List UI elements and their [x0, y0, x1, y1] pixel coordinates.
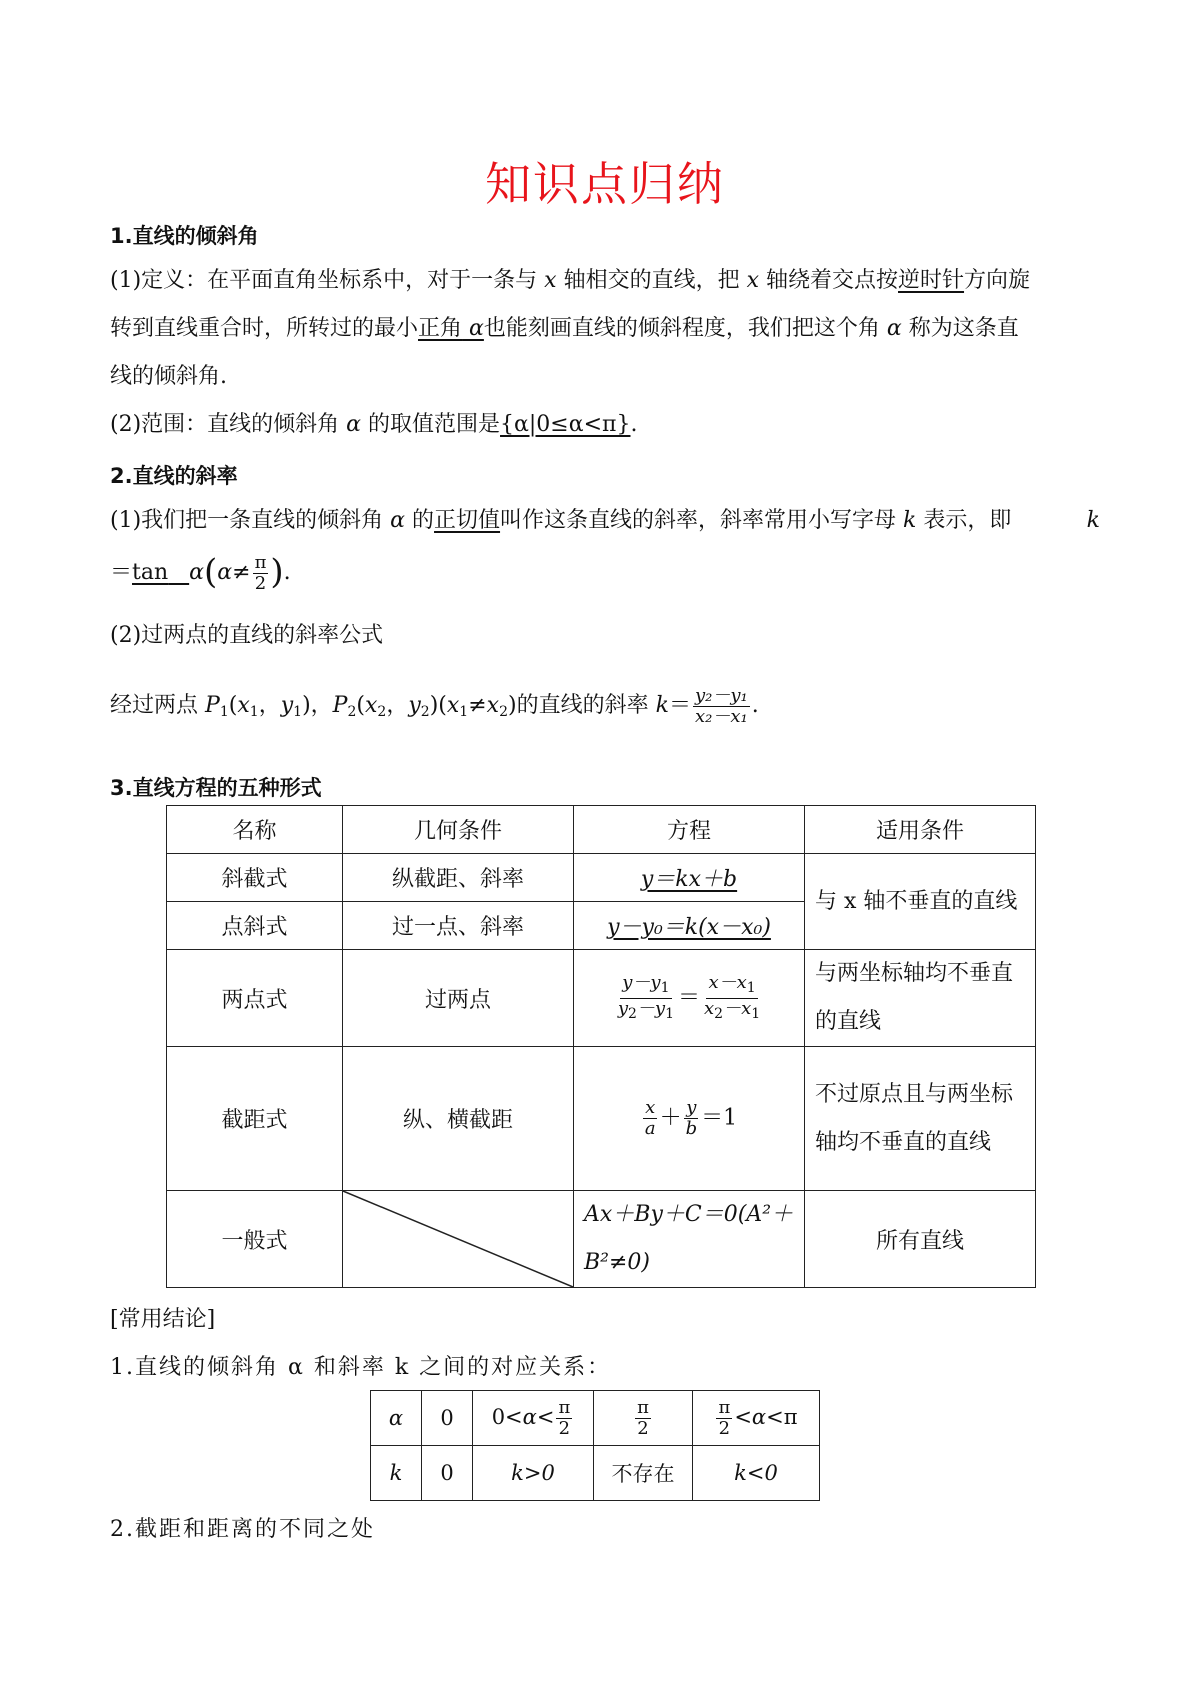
row-name: 斜截式 [167, 854, 343, 902]
row-equation: Ax＋By＋C＝0(A²＋B²≠0) [574, 1191, 805, 1288]
section-heading-slope: 2.直线的斜率 [110, 464, 238, 488]
row-name: 截距式 [167, 1047, 343, 1191]
definition-line-1: (1)定义：在平面直角坐标系中，对于一条与 x 轴相交的直线，把 x 轴绕着交点按逆时针方向旋 [110, 268, 1031, 293]
row-condition: 纵截距、斜率 [343, 854, 574, 902]
definition-line-2: 转到直线重合时，所转过的最小正角 α也能刻画直线的倾斜程度，我们把这个角 α 称为这条直 [110, 316, 1019, 341]
row-condition: 过一点、斜率 [343, 902, 574, 950]
row-equation: $\frac{y-y_1}{y_2-y_1}$ ＝ $\frac{x-x_1}{x_2-x_1}$ [574, 950, 805, 1047]
conclusion-1: 1.直线的倾斜角 α 和斜率 k 之间的对应关系： [110, 1355, 612, 1380]
row-name: 点斜式 [167, 902, 343, 950]
slope-definition-line-2: ＝tan α(α≠ $\frac{\pi}{2}$ ). [110, 551, 291, 594]
cell: k<0 [693, 1446, 820, 1501]
cell: k [371, 1446, 422, 1501]
cell: k>0 [473, 1446, 594, 1501]
section-heading-five-forms: 3.直线方程的五种形式 [110, 776, 322, 800]
page-title: 知识点归纳 [485, 157, 725, 211]
cell: 0 [422, 1391, 473, 1446]
cell: $\frac{\pi}{2}$ [594, 1391, 693, 1446]
header-geometry: 几何条件 [343, 806, 574, 854]
header-applicability: 适用条件 [805, 806, 1036, 854]
line-equation-forms-table [166, 805, 1036, 1288]
row-applicability: 与 x 轴不垂直的直线 [805, 854, 1036, 950]
cell: 不存在 [594, 1446, 693, 1501]
row-name: 一般式 [167, 1191, 343, 1288]
range-line: (2)范围：直线的倾斜角 α 的取值范围是{α|0≤α<π}. [110, 412, 638, 437]
conclusion-2: 2.截距和距离的不同之处 [110, 1517, 375, 1542]
row-applicability: 与两坐标轴均不垂直的直线 [805, 950, 1036, 1047]
row-applicability: 所有直线 [805, 1191, 1036, 1288]
slope-definition-line-1: (1)我们把一条直线的倾斜角 α 的正切值叫作这条直线的斜率，斜率常用小写字母 k 表示，即 k [110, 508, 1100, 533]
row-equation: y－y₀＝k(x－x₀) [574, 902, 805, 950]
row-condition: 过两点 [343, 950, 574, 1047]
two-point-slope-heading: (2)过两点的直线的斜率公式 [110, 623, 384, 648]
diagonal-line [343, 1191, 573, 1287]
row-equation: $\frac{x}{a}$ ＋ $\frac{y}{b}$ ＝1 [574, 1047, 805, 1191]
header-name: 名称 [167, 806, 343, 854]
row-applicability: 不过原点且与两坐标轴均不垂直的直线 [805, 1047, 1036, 1191]
section-heading-inclination: 1.直线的倾斜角 [110, 224, 259, 248]
row-equation: y＝kx＋b [574, 854, 805, 902]
conclusions-heading: [常用结论] [110, 1307, 216, 1332]
angle-slope-table [370, 1390, 820, 1501]
empty-diagonal-cell [343, 1191, 574, 1288]
header-equation: 方程 [574, 806, 805, 854]
two-point-slope-formula: 经过两点 $P_1(x_1$，$y_1$)，$P_2(x_2$，$y_2)(x_1\ne x_2)$的直线的斜率 k＝ $\frac{\text{y₂－y₁}}{\text{x₂－x₁}}$ . [110, 684, 759, 727]
row-name: 两点式 [167, 950, 343, 1047]
cell: α [371, 1391, 422, 1446]
cell: $\frac{\pi}{2}$ <α<π [693, 1391, 820, 1446]
row-condition: 纵、横截距 [343, 1047, 574, 1191]
cell: 0<α< $\frac{\pi}{2}$ [473, 1391, 594, 1446]
cell: 0 [422, 1446, 473, 1501]
definition-line-3: 线的倾斜角. [110, 364, 227, 389]
